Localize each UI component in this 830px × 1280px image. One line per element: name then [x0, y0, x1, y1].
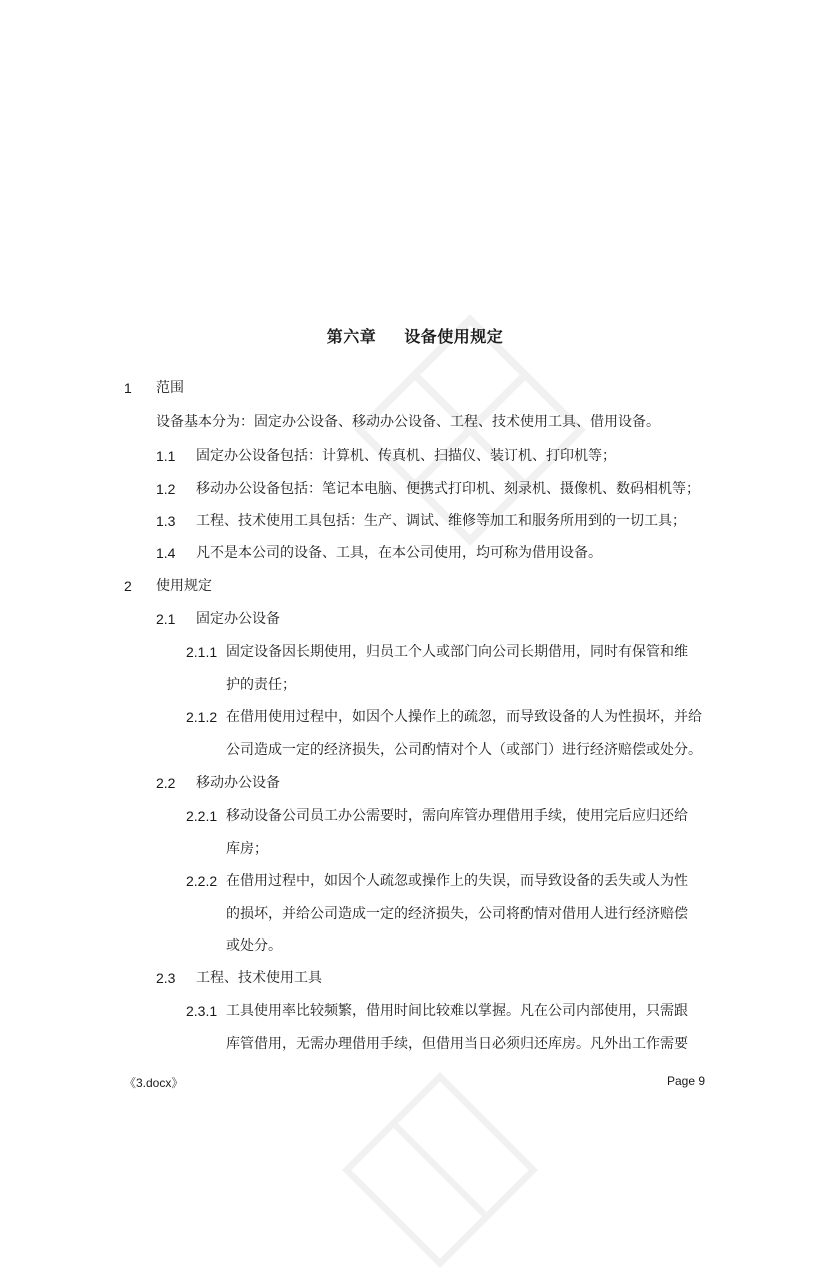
chapter-label: 第六章 [326, 327, 377, 346]
section-number: 1.1 [156, 448, 176, 464]
paragraph-line: 在借用使用过程中，如因个人操作上的疏忽，而导致设备的人为性损坏，并给 [226, 709, 702, 725]
section-number: 2.2.1 [186, 808, 218, 824]
list-item: 工程、技术使用工具包括：生产、调试、维修等加工和服务所用到的一切工具； [196, 513, 686, 529]
section-number: 2.2.2 [186, 873, 218, 889]
paragraph-line: 固定设备因长期使用，归员工个人或部门向公司长期借用，同时有保管和维 [226, 644, 688, 660]
chapter-heading [0, 324, 830, 347]
section-number: 2.1.2 [186, 709, 218, 725]
paragraph-line: 或处分。 [226, 938, 282, 954]
subsection-heading: 移动办公设备 [196, 775, 280, 791]
paragraph-line: 移动设备公司员工办公需要时，需向库管办理借用手续，使用完后应归还给 [226, 808, 688, 824]
subsection-heading: 固定办公设备 [196, 611, 280, 627]
paragraph-line: 工具使用率比较频繁，借用时间比较难以掌握。凡在公司内部使用，只需跟 [226, 1003, 688, 1019]
section-number: 1 [124, 380, 132, 396]
section-number: 2 [124, 578, 132, 594]
paragraph-line: 在借用过程中，如因个人疏忽或操作上的失误，而导致设备的丢失或人为性 [226, 873, 688, 889]
section-number: 2.1.1 [186, 644, 218, 660]
subsection-heading: 工程、技术使用工具 [196, 970, 322, 986]
footer-filename: 《3.docx》 [124, 1076, 184, 1090]
section-number: 2.2 [156, 775, 176, 791]
section-number: 1.2 [156, 481, 176, 497]
paragraph-line: 公司造成一定的经济损失，公司酌情对个人（或部门）进行经济赔偿或处分。 [226, 742, 702, 758]
paragraph-line: 的损坏，并给公司造成一定的经济损失，公司将酌情对借用人进行经济赔偿 [226, 906, 688, 922]
paragraph-line: 库管借用，无需办理借用手续，但借用当日必须归还库房。凡外出工作需要 [226, 1036, 688, 1052]
section-number: 1.4 [156, 545, 176, 561]
list-item: 移动办公设备包括：笔记本电脑、便携式打印机、刻录机、摄像机、数码相机等； [196, 481, 700, 497]
paragraph: 设备基本分为：固定办公设备、移动办公设备、工程、技术使用工具、借用设备。 [156, 414, 660, 430]
footer-page [667, 1074, 705, 1088]
paragraph-line: 库房； [226, 841, 268, 857]
paragraph-line: 护的责任； [226, 677, 296, 693]
section-number: 1.3 [156, 513, 176, 529]
section-heading: 使用规定 [156, 578, 212, 594]
section-number: 2.3 [156, 970, 176, 986]
footer-page-number: 9 [698, 1074, 706, 1088]
watermark-icon [330, 1060, 550, 1280]
list-item: 固定办公设备包括：计算机、传真机、扫描仪、装订机、打印机等； [196, 448, 616, 464]
section-heading: 范围 [156, 380, 184, 396]
footer-page-label: Page [667, 1074, 696, 1088]
section-number: 2.1 [156, 611, 176, 627]
chapter-title: 设备使用规定 [404, 327, 504, 346]
list-item: 凡不是本公司的设备、工具，在本公司使用，均可称为借用设备。 [196, 545, 602, 561]
section-number: 2.3.1 [186, 1003, 218, 1019]
